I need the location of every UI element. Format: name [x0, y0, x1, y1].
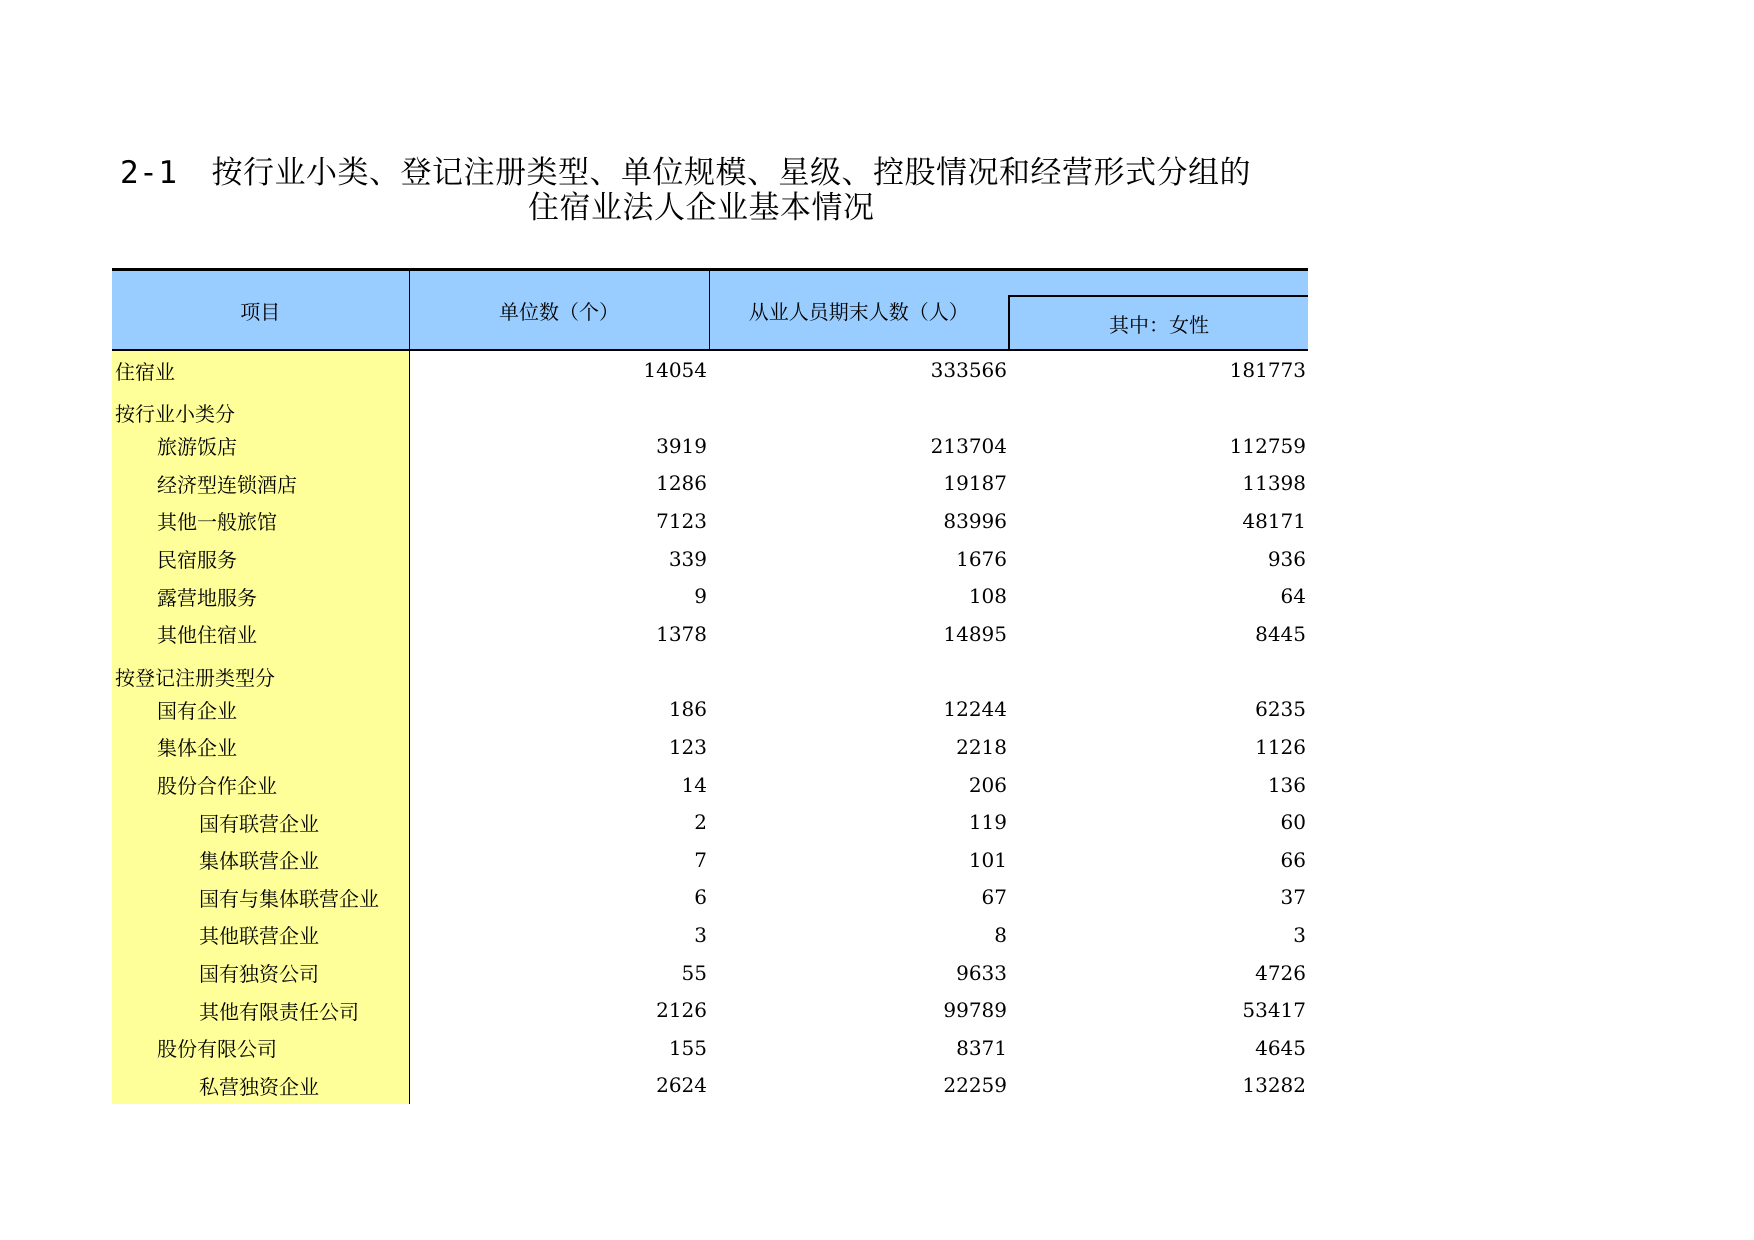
row-label: 其他一般旅馆 — [112, 502, 409, 540]
row-label: 按登记注册类型分 — [112, 661, 409, 691]
female-cell: 136 — [1267, 772, 1306, 797]
table-code: 2-1 — [120, 155, 178, 191]
row-label: 住宿业 — [112, 350, 409, 389]
units-cell: 2126 — [656, 998, 707, 1023]
female-cell: 11398 — [1242, 471, 1306, 496]
female-cell — [1009, 661, 1308, 691]
row-label: 股份合作企业 — [112, 766, 409, 804]
table-row — [112, 615, 1308, 653]
header-item: 项目 — [112, 270, 409, 351]
row-label: 经济型连锁酒店 — [112, 465, 409, 503]
table-header — [112, 270, 1308, 351]
employees-cell: 8371 — [956, 1035, 1007, 1060]
female-cell: 4726 — [1255, 960, 1306, 985]
table-row — [112, 1029, 1308, 1067]
female-cell: 48171 — [1242, 508, 1306, 533]
female-cell: 53417 — [1242, 998, 1306, 1023]
units-cell: 7123 — [656, 508, 707, 533]
row-label: 私营独资企业 — [112, 1067, 409, 1105]
header-female: 其中：女性 — [1009, 296, 1308, 350]
units-cell: 3 — [694, 922, 707, 947]
female-cell: 1126 — [1255, 734, 1306, 759]
table-row — [112, 1067, 1308, 1105]
units-cell: 1286 — [656, 471, 707, 496]
female-cell: 936 — [1267, 546, 1306, 571]
employees-cell — [709, 397, 1009, 427]
female-cell: 181773 — [1229, 358, 1306, 382]
female-cell: 8445 — [1255, 621, 1306, 646]
units-cell: 14054 — [643, 358, 707, 382]
row-label: 旅游饭店 — [112, 427, 409, 465]
employees-cell: 1676 — [956, 546, 1007, 571]
table-body — [112, 350, 1308, 1104]
female-cell: 4645 — [1255, 1035, 1306, 1060]
row-label: 民宿服务 — [112, 540, 409, 578]
title-text-1: 按行业小类、登记注册类型、单位规模、星级、控股情况和经营形式分组的 — [211, 155, 1251, 191]
header-employees: 从业人员期末人数（人） — [709, 270, 1009, 351]
units-cell — [409, 397, 709, 427]
table-row — [112, 879, 1308, 917]
units-cell: 3919 — [656, 433, 707, 458]
row-label: 国有联营企业 — [112, 803, 409, 841]
units-cell: 55 — [681, 960, 707, 985]
units-cell: 1378 — [656, 621, 707, 646]
table-row — [112, 350, 1308, 389]
units-cell: 6 — [694, 885, 707, 910]
employees-cell: 22259 — [943, 1073, 1007, 1098]
row-label: 国有企业 — [112, 691, 409, 729]
table-row — [112, 502, 1308, 540]
female-cell: 3 — [1293, 922, 1306, 947]
female-cell: 64 — [1280, 584, 1306, 609]
employees-cell: 108 — [968, 584, 1007, 609]
units-cell: 2 — [694, 810, 707, 835]
employees-cell: 119 — [968, 810, 1007, 835]
units-cell: 9 — [694, 584, 707, 609]
row-label: 其他联营企业 — [112, 916, 409, 954]
table-row — [112, 691, 1308, 729]
female-cell: 60 — [1280, 810, 1306, 835]
row-label: 集体联营企业 — [112, 841, 409, 879]
female-cell: 112759 — [1229, 433, 1306, 458]
employees-cell: 67 — [981, 885, 1007, 910]
section-row — [112, 661, 1308, 691]
employees-cell: 2218 — [956, 734, 1007, 759]
title-line-1 — [0, 156, 1310, 191]
employees-cell: 206 — [968, 772, 1007, 797]
table-title — [0, 156, 1310, 226]
header-units: 单位数（个） — [409, 270, 709, 351]
row-label: 按行业小类分 — [112, 397, 409, 427]
section-row — [112, 397, 1308, 427]
table-row — [112, 540, 1308, 578]
employees-cell: 101 — [968, 847, 1007, 872]
employees-cell: 19187 — [943, 471, 1007, 496]
employees-cell: 213704 — [930, 433, 1007, 458]
table-row — [112, 991, 1308, 1029]
employees-cell: 12244 — [943, 697, 1007, 722]
table-row — [112, 766, 1308, 804]
units-cell: 186 — [668, 697, 707, 722]
row-label: 股份有限公司 — [112, 1029, 409, 1067]
statistics-table — [112, 268, 1308, 1104]
row-label: 其他有限责任公司 — [112, 991, 409, 1029]
table-row — [112, 916, 1308, 954]
employees-cell: 14895 — [943, 621, 1007, 646]
row-label: 国有独资公司 — [112, 954, 409, 992]
employees-cell — [709, 661, 1009, 691]
units-cell: 7 — [694, 847, 707, 872]
table-row — [112, 954, 1308, 992]
units-cell — [409, 661, 709, 691]
units-cell: 123 — [668, 734, 707, 759]
table-row — [112, 803, 1308, 841]
table-row — [112, 465, 1308, 503]
title-line-2: 住宿业法人企业基本情况 — [528, 190, 875, 226]
units-cell: 14 — [681, 772, 707, 797]
header-blank — [1009, 270, 1308, 297]
table-row — [112, 577, 1308, 615]
units-cell: 2624 — [656, 1073, 707, 1098]
female-cell: 6235 — [1255, 697, 1306, 722]
row-label: 国有与集体联营企业 — [112, 879, 409, 917]
table-row — [112, 427, 1308, 465]
table-row — [112, 841, 1308, 879]
employees-cell: 99789 — [943, 998, 1007, 1023]
female-cell: 37 — [1280, 885, 1306, 910]
row-label: 集体企业 — [112, 728, 409, 766]
row-label: 其他住宿业 — [112, 615, 409, 653]
female-cell: 66 — [1280, 847, 1306, 872]
employees-cell: 8 — [994, 922, 1007, 947]
table-row — [112, 728, 1308, 766]
employees-cell: 9633 — [956, 960, 1007, 985]
employees-cell: 83996 — [943, 508, 1007, 533]
units-cell: 339 — [668, 546, 707, 571]
row-label: 露营地服务 — [112, 577, 409, 615]
female-cell: 13282 — [1242, 1073, 1306, 1098]
female-cell — [1009, 397, 1308, 427]
units-cell: 155 — [668, 1035, 707, 1060]
employees-cell: 333566 — [930, 358, 1007, 382]
